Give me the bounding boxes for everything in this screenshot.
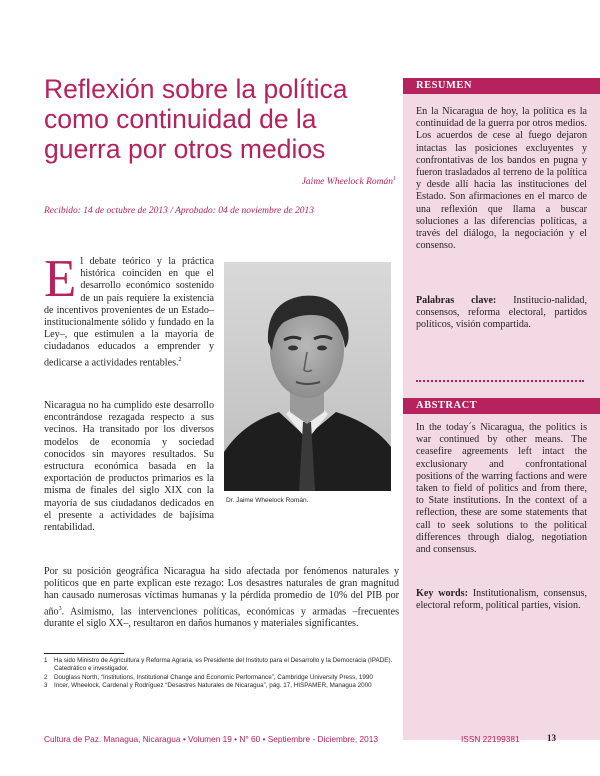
abstract-heading: ABSTRACT — [403, 398, 600, 414]
page-footer — [44, 734, 556, 746]
key-words-list: Institutionalism, consensus, electoral reform, political parties, vision. — [416, 588, 588, 612]
abstract-text: In the today´s Nicaragua, the politics is war continued by other means. The ceasefire agreements left intact the exclusionary and confrontational positions of the warring factions and were taken to field of politics and from there, to State institutions. In the context of a reflection, these are some statements that call to seek solutions to the political differences through dialog, negotiation and consensus. — [416, 422, 587, 556]
footnote-rule — [44, 653, 124, 654]
author-photo — [224, 262, 391, 491]
footnote — [44, 657, 399, 674]
received-approved-dates: Recibido: 14 de octubre de 2013 / Aprobado: 04 de noviembre de 2013 — [44, 206, 314, 216]
intro-text: l debate teórico y la práctica histórica coinciden en que el desarrollo económico sostenido de un país requiere la existencia de incentivos provenientes de un Estado–institucionalmente sólido y fundado en la Ley–, que estimulen a la mayoría de ciudadanos educados a emprender y dedicarse a actividades rentables. — [44, 256, 214, 368]
footnote-ref-3: 3 — [58, 605, 62, 612]
footnote-text: Ha sido Ministro de Agricultura y Reforma Agraria, es Presidente del Instituto para el Desarrollo y la Democracia (IPADE). Catedrático e investigador. — [54, 657, 393, 673]
article-title: Reflexión sobre la política como continuidad de la guerra por otros medios — [44, 74, 348, 164]
footnote-text: Incer, Wheelock, Cardenal y Rodríguez “Desastres Naturales de Nicaragua”, pág. 17, HISPAMER, Managua 2000 — [54, 682, 372, 690]
key-words-label: Key words: — [416, 588, 468, 599]
footnote — [44, 674, 399, 682]
body-paragraph-3 — [44, 566, 399, 630]
footnote-number: 3 — [44, 682, 48, 690]
footnote-ref-2: 2 — [178, 356, 182, 363]
journal-citation: Cultura de Paz. Managua, Nicaragua • Volumen 19 • N° 60 • Septiembre - Diciembre, 2013 — [44, 734, 378, 744]
author-footnote-ref: 1 — [393, 176, 396, 182]
key-words — [416, 588, 587, 612]
body-paragraph-2: Nicaragua no ha cumplido este desarrollo encontrándose rezagada respecto a sus vecinos. Ha transitado por los diversos modelos de economía y sociedad conocidos sin mayores resultados. Su estructura económica basada en la exportación de productos primarios es la misma de finales del siglo XIX con la mayoría de sus ciudadanos dedicados en el presente a actividades de bajísima rentabilidad. — [44, 400, 214, 534]
footnote — [44, 682, 399, 690]
issn: ISSN 22199381 — [461, 734, 520, 744]
footnote-text: Douglass North, “Institutions, Institutional Change and Economic Performance”, Cambridge University Press, 1990 — [54, 673, 373, 681]
photo-caption: Dr. Jaime Wheelock Román. — [226, 497, 309, 504]
footnote-number: 1 — [44, 657, 48, 664]
palabras-clave-list: Institucio-nalidad, consensos, reforma electoral, partidos políticos, visión compartida. — [416, 295, 587, 331]
palabras-clave-label: Palabras clave: — [416, 295, 497, 306]
page-number: 13 — [547, 733, 556, 743]
intro-paragraph — [44, 250, 214, 369]
author-name-text: Jaime Wheelock Román — [301, 177, 393, 188]
paragraph-3-text-a: Por su posición geográfica Nicaragua ha sido afectada por fenómenos naturales y políticos que en parte explican este rezago: Los desastres naturales de gran magnitud han causado numerosas víctimas humanas y la pérdida promedio de 10% del PIB por año — [44, 566, 399, 617]
footnote-number: 2 — [44, 673, 48, 681]
portrait-illustration — [224, 262, 391, 491]
resumen-heading: RESUMEN — [403, 78, 600, 94]
drop-cap: E — [44, 250, 77, 308]
author-name — [302, 176, 396, 187]
section-divider — [416, 380, 584, 382]
footnotes — [44, 657, 399, 691]
resumen-text: En la Nicaragua de hoy, la política es la continuidad de la guerra por otros medios. Los acuerdos de cese al fuego dejaron intactas las posiciones excluyentes y confrontativas de los bandos en pugna y fueron trasladados al terreno de la política y desde allí hacia las instituciones del Estado. Son afirmaciones en el marco de una reflexión que llama a buscar soluciones a las diferencias políticas, a través del diálogo, la negociación y el consenso. — [416, 106, 587, 252]
palabras-clave — [416, 295, 587, 332]
paragraph-3-text-b: . Asimismo, las intervenciones políticas, económicas y armadas –frecuentes durante el siglo XX–, resultaron en daños humanos y materiales significantes. — [44, 605, 399, 630]
